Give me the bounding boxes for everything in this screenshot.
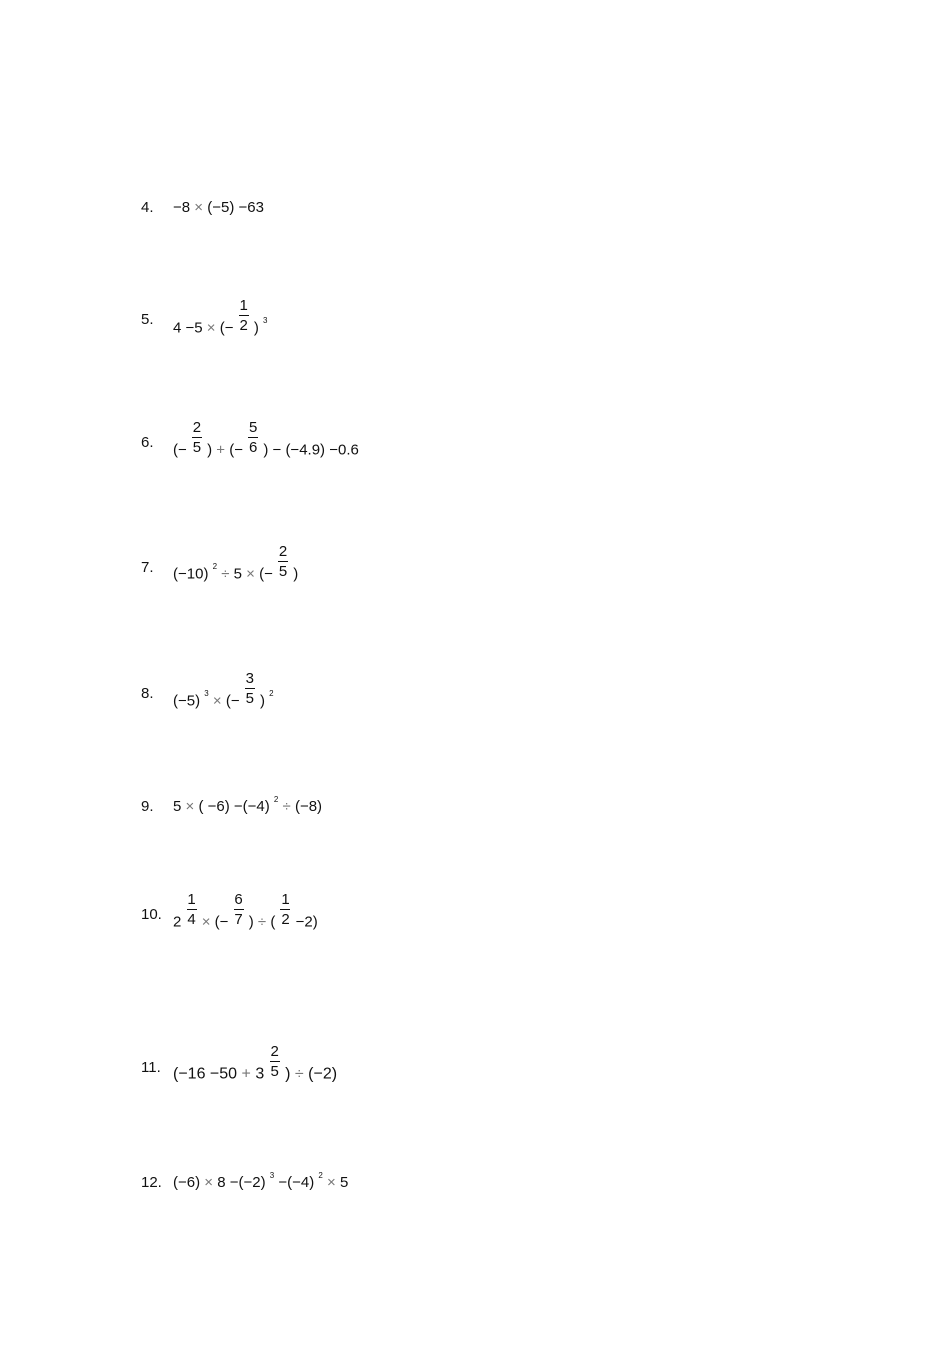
fraction-bar [248, 437, 258, 438]
fraction [248, 419, 258, 457]
fraction-bar [234, 909, 244, 910]
term: −63 [238, 199, 264, 216]
term: (−5) [173, 692, 201, 710]
term: − [272, 441, 282, 459]
fraction-bar [270, 1061, 280, 1062]
expression [173, 199, 264, 216]
exponent: 2 [269, 689, 274, 699]
expression [173, 1045, 337, 1083]
exponent: 2 [318, 1171, 323, 1180]
problem-number: 10. [141, 906, 162, 923]
exponent: 3 [204, 689, 209, 699]
numerator: 1 [281, 891, 290, 908]
term: ) [263, 441, 269, 459]
divide-sign: ÷ [221, 565, 230, 583]
term: ) [253, 319, 259, 337]
fraction-bar [239, 315, 249, 316]
term: 5 [233, 565, 242, 583]
term: ( [270, 913, 276, 931]
expression [173, 1171, 349, 1191]
term: −(−4) [233, 798, 270, 815]
denominator: 2 [239, 317, 248, 335]
exponent: 2 [212, 562, 218, 572]
denominator: 4 [187, 911, 196, 929]
fraction [245, 670, 255, 708]
term: −8 [173, 199, 191, 216]
term: 5 [173, 798, 182, 815]
fraction-bar [187, 909, 197, 910]
term: (− [259, 565, 273, 583]
times-sign: × [204, 1174, 214, 1191]
times-sign: × [327, 1174, 336, 1191]
fraction [234, 891, 244, 929]
plus-sign: + [241, 1065, 251, 1083]
term: (−6) [173, 1174, 201, 1191]
expression [173, 545, 298, 583]
expression [173, 421, 359, 459]
term: −(−4) [278, 1174, 315, 1191]
exponent: 3 [263, 316, 268, 326]
fraction-bar [245, 688, 255, 689]
fraction-bar [278, 561, 288, 562]
term: −(−2) [229, 1174, 266, 1191]
problem-number: 9. [141, 798, 154, 815]
denominator: 5 [270, 1063, 279, 1081]
term: 3 [255, 1065, 265, 1083]
times-sign: × [185, 798, 195, 815]
term: 5 [339, 1174, 349, 1191]
expression [173, 672, 274, 710]
numerator: 2 [278, 543, 288, 560]
problem-number: 12. [141, 1174, 162, 1191]
term: ) [259, 692, 265, 710]
expression [173, 299, 267, 337]
fraction [192, 419, 202, 457]
exponent: 2 [273, 795, 279, 804]
fraction-bar [280, 909, 290, 910]
times-sign: × [246, 565, 255, 583]
fraction [280, 891, 290, 929]
fraction [239, 297, 249, 335]
numerator: 2 [270, 1043, 279, 1060]
denominator: 6 [248, 439, 258, 457]
exponent: 3 [269, 1171, 275, 1180]
expression [173, 893, 318, 931]
times-sign: × [206, 319, 216, 337]
numerator: 1 [239, 297, 248, 314]
numerator: 3 [245, 670, 254, 687]
term: −5 [185, 319, 203, 337]
term: (− [219, 319, 234, 337]
term: (−10) [173, 565, 209, 583]
term: 8 [217, 1174, 226, 1191]
term: 4 [173, 319, 182, 337]
term: ) [248, 913, 254, 931]
problem-number: 8. [141, 685, 154, 702]
denominator: 5 [192, 439, 202, 457]
term: 2 [173, 913, 182, 931]
term: (− [225, 692, 240, 710]
problem-number: 7. [141, 559, 154, 576]
numerator: 5 [248, 419, 258, 436]
fraction [278, 543, 288, 581]
term: (−16 −50 [173, 1065, 238, 1083]
term: −0.6 [329, 441, 359, 459]
term: (−4.9) [285, 441, 326, 459]
fraction-bar [192, 437, 202, 438]
divide-sign: ÷ [257, 913, 267, 931]
plus-sign: + [216, 441, 226, 459]
numerator: 2 [192, 419, 202, 436]
fraction [187, 891, 197, 929]
denominator: 7 [234, 911, 243, 929]
term: (− [229, 441, 243, 459]
term: ) [207, 441, 213, 459]
term: ) [285, 1065, 291, 1083]
numerator: 1 [187, 891, 196, 908]
problem-number: 4. [141, 199, 154, 216]
fraction [270, 1043, 280, 1081]
expression [173, 795, 323, 815]
term: (− [173, 441, 187, 459]
problem-number: 11. [141, 1059, 161, 1076]
term: (− [214, 913, 229, 931]
problem-number: 6. [141, 434, 154, 451]
divide-sign: ÷ [282, 798, 291, 815]
term: (−8) [294, 798, 323, 815]
numerator: 6 [234, 891, 243, 908]
term: ( −6) [198, 798, 230, 815]
denominator: 5 [245, 690, 254, 708]
problem-number: 5. [141, 311, 154, 328]
denominator: 5 [278, 563, 288, 581]
times-sign: × [194, 199, 204, 216]
divide-sign: ÷ [294, 1065, 304, 1083]
term: −2) [295, 913, 318, 931]
times-sign: × [201, 913, 211, 931]
term: (−2) [308, 1065, 338, 1083]
term: ) [293, 565, 299, 583]
denominator: 2 [281, 911, 290, 929]
term: (−5) [207, 199, 235, 216]
times-sign: × [212, 692, 222, 710]
